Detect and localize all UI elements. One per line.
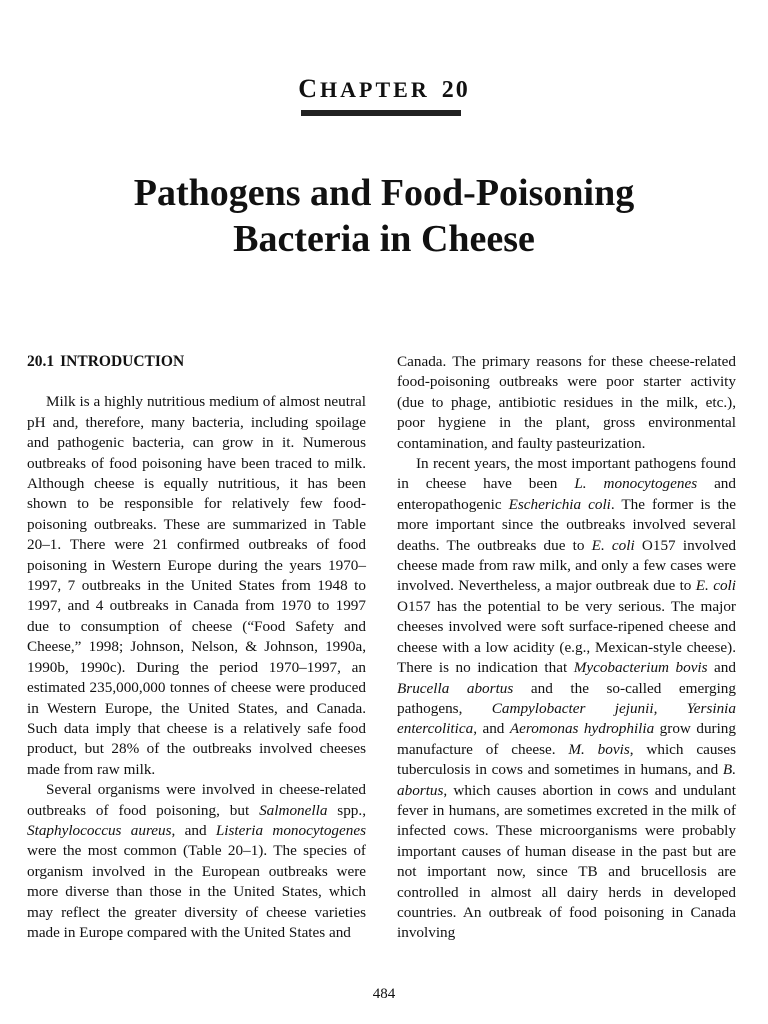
paragraph [27, 780, 366, 943]
text-run: , which causes tuberculosis in cows and sometimes in humans, and [397, 740, 736, 779]
chapter-title-line2: Bacteria in Cheese [233, 218, 535, 260]
section-number: 20.1 [27, 353, 55, 370]
taxon-name: Aeromonas hydrophilia [509, 720, 655, 738]
chapter-title-line1: Pathogens and Food-Poisoning [133, 172, 635, 214]
left-column [27, 352, 366, 943]
taxon-name: Listeria monocytogenes [215, 821, 366, 839]
paragraph [397, 454, 736, 944]
text-run: spp., [327, 801, 366, 819]
taxon-name: Mycobacterium bovis [573, 659, 708, 677]
chapter-number: 20 [441, 77, 470, 103]
text-run: were the most common (Table 20–1). The species of organism involved in the European outbreaks were more diverse than those in the United States, which may reflect the greater diversity of cheese varieties made in Europe compared with the United States and [27, 842, 366, 941]
text-run: and the so-called emerging pathogens, [397, 679, 736, 717]
text-run: , and [171, 821, 216, 839]
section-title: INTRODUCTION [60, 353, 185, 370]
taxon-name: M. bovis [568, 740, 630, 758]
paragraph: Canada. The primary reasons for these cheese-related food-poisoning outbreaks were poor starter activity (due to phage, antibiotic residues in the milk, etc.), poor hygiene in the plant, gross environmental contamination, and faulty pasteurization. [397, 353, 736, 452]
taxon-name: Campylobacter jejunii, Yersinia entercolitica [397, 699, 736, 738]
chapter-initial: C [298, 74, 321, 103]
taxon-name: B. abortus [397, 761, 736, 799]
taxon-name: E. coli [695, 577, 736, 595]
chapter-title [0, 170, 768, 262]
taxon-name: Staphylococcus aureus [27, 821, 172, 839]
text-run: In recent years, the most important pathogens found in cheese have been [397, 455, 736, 493]
taxon-name: L. monocytogenes [574, 475, 698, 493]
text-run: and [707, 659, 736, 677]
taxon-name: E. coli [591, 536, 635, 554]
chapter-word: HAPTER [320, 77, 430, 102]
text-run: grow during manufacture of cheese. [397, 720, 736, 758]
right-column [397, 352, 736, 944]
page-number: 484 [372, 986, 396, 1002]
text-run: O157 involved cheese made from raw milk, and only a few cases were involved. Nevertheless, a major outbreak due to [397, 536, 736, 595]
taxon-name: Brucella abortus [397, 679, 514, 697]
chapter-label [0, 74, 768, 104]
chapter-rule [301, 110, 461, 116]
text-run: and enteropathogenic [397, 475, 736, 513]
text-run: , which causes abortion in cows and undulant fever in humans, are sometimes excreted in the milk of infected cows. These microorganisms were probably important causes of human disease in the past but are not important now, since TB and brucellosis are controlled in almost all dairy herds in developed countries. An outbreak of food poisoning in Canada involving [397, 781, 736, 942]
text-run: . The former is the more important since the outbreaks involved several deaths. The outbreaks due to [397, 495, 736, 554]
text-run: Several organisms were involved in cheese-related outbreaks of food poisoning, but [27, 781, 366, 819]
paragraph: Milk is a highly nutritious medium of almost neutral pH and, therefore, many bacteria, including spoilage and pathogenic bacteria, can grow in it. Numerous outbreaks of food poisoning have been traced to milk. Although cheese is equally nutritious, it has been shown to be responsible for relatively few food-poisoning outbreaks. These are summarized in Table 20–1. There were 21 confirmed outbreaks of food poisoning in Western Europe during the years 1970–1997, 7 outbreaks in the United States from 1948 to 1997, and 4 outbreaks in Canada from 1970 to 1997 due to consumption of cheese (“Food Safety and Cheese,” 1998; Johnson, Nelson, & Johnson, 1990a, 1990b, 1990c). During the period 1970–1997, an estimated 235,000,000 tonnes of cheese were produced in Western Europe, the United States, and Canada. Such data imply that cheese is a relatively safe food product, but 28% of the outbreaks involved cheeses made from raw milk. [27, 393, 366, 778]
taxon-name: Escherichia coli [508, 495, 611, 513]
taxon-name: Salmonella [259, 801, 328, 819]
section-heading [27, 352, 366, 372]
text-run: , and [473, 720, 510, 738]
text-run: O157 has the potential to be very serious. The major cheeses involved were soft surface-ripened cheese and cheese with a low acidity (e.g., Mexican-style cheese). There is no indication that [397, 597, 736, 677]
